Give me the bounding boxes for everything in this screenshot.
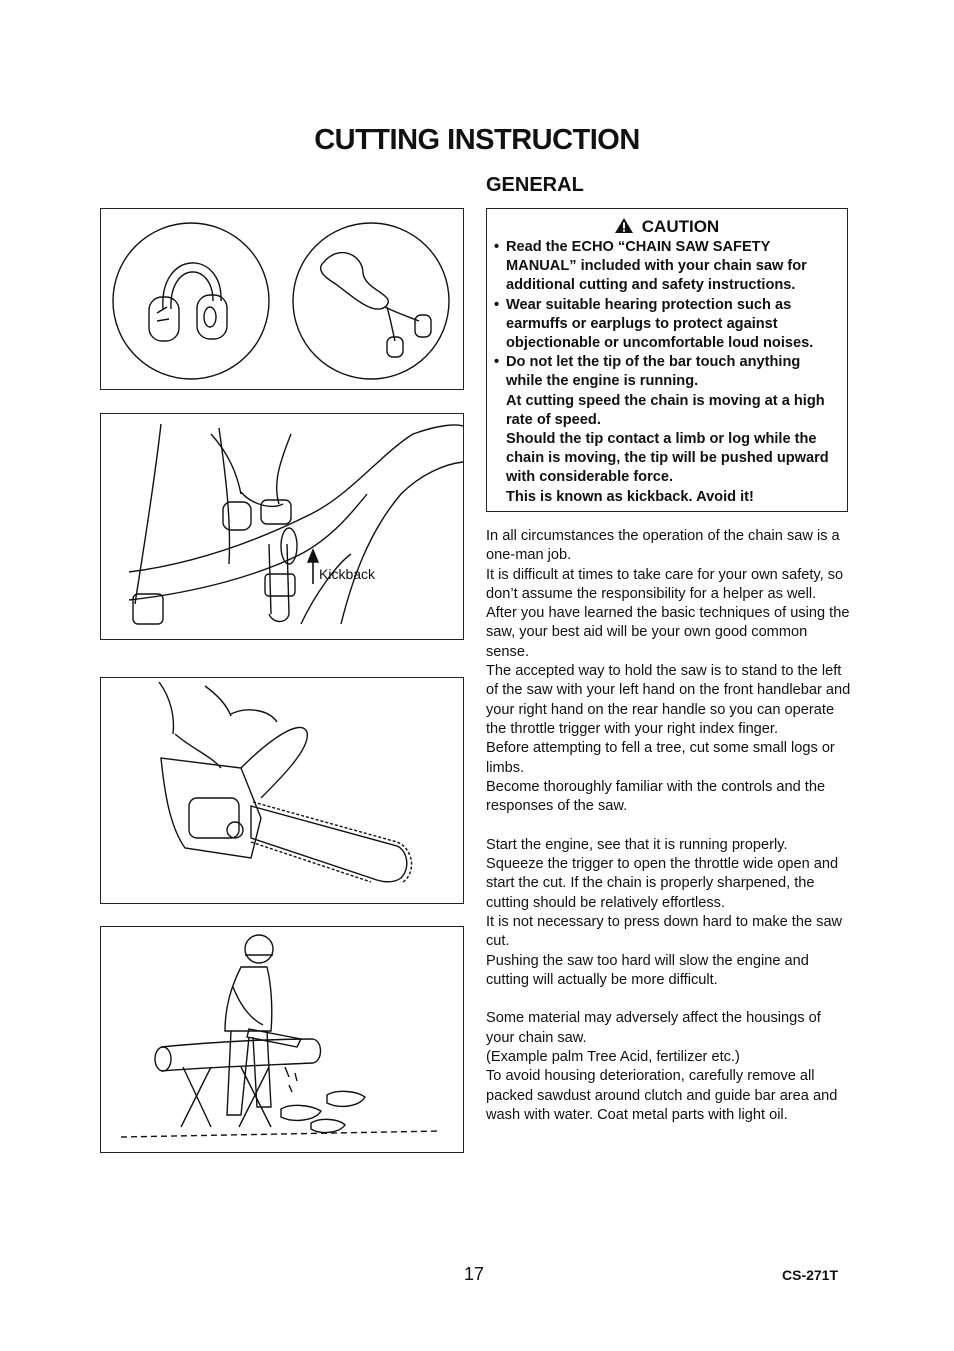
warning-triangle-icon [614, 217, 634, 234]
body-text [486, 527, 852, 1125]
caution-line: Should the tip contact a limb or log while the chain is moving, the tip will be pushed upward with considerable force. [506, 431, 829, 486]
caution-heading-text: CAUTION [641, 217, 720, 236]
paragraph: In all circumstances the operation of the chain saw is a one-man job. [486, 528, 840, 564]
paragraph: Start the engine, see that it is running properly. [486, 836, 788, 853]
caution-line: • Do not let the tip of the bar touch anything while the engine is running. [506, 354, 801, 390]
paragraph: The accepted way to hold the saw is to stand to the left of the saw with your left hand on the front handlebar and your right hand on the rear handle so you can operate the throttle trigger with your right index finger. [486, 663, 851, 737]
paragraph: Some material may adversely affect the housings of your chain saw. [486, 1010, 821, 1046]
kickback-arrowhead [308, 550, 318, 562]
earplugs-circle [293, 223, 449, 379]
caution-item [494, 353, 839, 507]
kickback-figure [100, 413, 464, 640]
paragraph: Before attempting to fell a tree, cut some small logs or limbs. [486, 740, 835, 776]
caution-box [486, 208, 848, 512]
paragraph: After you have learned the basic techniques of using the saw, your best aid will be your own good common sense. [486, 605, 850, 660]
section-heading: GENERAL [486, 174, 584, 196]
caution-list [494, 238, 839, 507]
paragraph: Become thoroughly familiar with the controls and the responses of the saw. [486, 778, 826, 815]
holding-saw-figure [100, 677, 464, 904]
paragraph: Squeeze the trigger to open the throttle wide open and start the cut. If the chain is properly sharpened, the cutting should be relatively effortless. [486, 856, 839, 911]
paragraph: It is not necessary to press down hard to make the saw cut. [486, 913, 843, 950]
paragraph: To avoid housing deterioration, carefully remove all packed sawdust around clutch and guide bar area and wash with water. Coat metal parts with light oil. [486, 1068, 838, 1123]
earplugs-icon [321, 253, 431, 357]
earmuffs-circle [113, 223, 269, 379]
caution-item [494, 238, 839, 296]
caution-line: • Wear suitable hearing protection such as earmuffs or earplugs to protect against objectionable or uncomfortable loud noises. [506, 296, 814, 352]
kickback-label: Kickback [319, 566, 376, 582]
caution-line: At cutting speed the chain is moving at a high rate of speed. [506, 392, 825, 428]
caution-line: • Read the ECHO “CHAIN SAW SAFETY MANUAL” included with your chain saw for additional cutting and safety instructions. [506, 239, 807, 294]
page-number: 17 [464, 1264, 485, 1284]
guide-bar [251, 806, 407, 882]
paragraph: Pushing the saw too hard will slow the engine and cutting will actually be more difficult. [486, 952, 809, 988]
earmuffs-icon [149, 263, 227, 341]
caution-item [494, 296, 839, 354]
paragraph: It is difficult at times to take care for your own safety, so don’t assume the responsibility for a helper as well. [486, 566, 844, 602]
hearing-protection-figure [100, 208, 464, 390]
log-cutting-figure [100, 926, 464, 1153]
page-title: CUTTING INSTRUCTION [314, 124, 640, 156]
caution-line: This is known as kickback. Avoid it! [506, 488, 754, 505]
log [161, 1039, 321, 1071]
paragraph: (Example palm Tree Acid, fertilizer etc.) [486, 1049, 740, 1066]
model-number: CS-271T [782, 1267, 839, 1283]
caution-heading [494, 217, 839, 237]
